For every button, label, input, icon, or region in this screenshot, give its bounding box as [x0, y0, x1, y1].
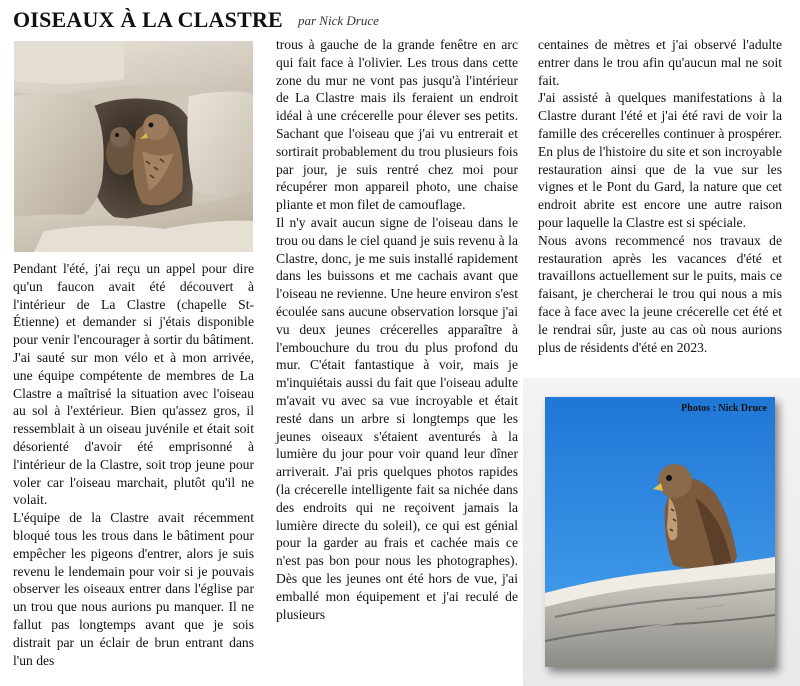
- photo-credit: Photos : Nick Druce: [681, 403, 767, 414]
- paragraph: Nous avons recommencé nos travaux de restauration après les vacances d'été et travaillons actuellement sur le puits, mais ce faisant, je chercherai le trou qui nous a mis face à face avec la jeune crécerelle cet été et le rendrai sûr, juste au cas où nous aurions plus de résidents d'été en 2023.: [538, 232, 782, 355]
- paragraph: Il n'y avait aucun signe de l'oiseau dans le trou ou dans le ciel quand je suis revenu à la Clastre, donc, je me suis installé rapidement dans les buissons et me cachais avant que l'oiseau ne revienne. Une heure environ s'est écoulée sans aucune observation lorsque j'ai vu deux jeunes crécerelles apparaître à l'embouchure du trou du plus profond du mur. C'était fantastique à voir, mais je m'inquiétais aussi du fait que l'oiseau adulte m'avait vu avec sa vue incroyable et était resté dans un arbre si longtemps que les jeunes oiseaux s'étaient aventurés à la lumière du jour pour voir quand leur dîner arriverait. J'ai pris quelques photos rapides (la crécerelle intelligente fait sa nichée dans des endroits qui ne reçoivent jamais la lumière directe du soleil), ce qui est génial pour la garder au frais et cachée mais ce n'est pas bon pour nous les photographes). Dès que les jeunes ont été hors de vue, j'ai emballé mon équipement et j'ai reculé de plusieurs: [276, 214, 518, 622]
- article-byline: par Nick Druce: [298, 13, 379, 28]
- paragraph: L'équipe de la Clastre avait récemment bloqué tous les trous dans le bâtiment pour empêcher les pigeons d'entrer, alors je suis revenu le lendemain pour voir si je pouvais observer les oiseaux entrer dans l'église par un trou que nous aurions pu manquer. Il ne fallut pas longtemps avant que je sois distrait par un éclair de brun entrant dans l'un des: [13, 510, 254, 668]
- paragraph: Pendant l'été, j'ai reçu un appel pour dire qu'un faucon avait été découvert à l'intérieur de La Clastre (chapelle St-Étienne) et demander si j'étais disponible pour venir l'encourager à sortir du bâtiment. J'ai sauté sur mon vélo et à mon arrivée, une équipe compétente de membres de La Clastre a maîtrisé la situation avec l'oiseau au sol à l'extérieur. Bien qu'assez gros, il ressemblait à un oiseau juvénile et était soit désorienté d'avoir été emprisonné à l'intérieur de la Clastre, soit trop jeune pour voler car l'oiseau marchait, plutôt qu'il ne volait.: [13, 261, 254, 508]
- paragraph: J'ai assisté à quelques manifestations à la Clastre durant l'été et j'ai été ravi de voir la famille des crécerelles continuer à prospérer. En plus de l'histoire du site et son incroyable restauration ainsi que de la vue sur les vignes et le Pont du Gard, la nature que cet endroit abrite est encore une autre raison pour laquelle la Clastre est si spéciale.: [538, 90, 782, 230]
- article-column-2: [276, 36, 518, 623]
- article-column-3: [538, 36, 782, 356]
- paragraph: centaines de mètres et j'ai observé l'adulte entrer dans le trou afin qu'aucun mal ne soit fait.: [538, 37, 782, 88]
- kestrel-chicks-photo: [14, 41, 253, 252]
- article-column-1: [13, 260, 254, 669]
- article-title: OISEAUX À LA CLASTRE: [13, 7, 283, 32]
- kestrel-on-ledge-photo: [545, 397, 775, 667]
- paragraph: trous à gauche de la grande fenêtre en arc qui fait face à l'olivier. Les trous dans cette zone du mur ne vont pas jusqu'à l'intérieur de La Clastre mais ils feraient un endroit idéal à une crécerelle pour élever ses petits. Sachant que l'oiseau que j'ai vu entrerait et sortirait probablement du trou plusieurs fois par jour, je suis rentré chez moi pour récupérer mon appareil photo, une chaise pliante et mon filet de camouflage.: [276, 37, 518, 213]
